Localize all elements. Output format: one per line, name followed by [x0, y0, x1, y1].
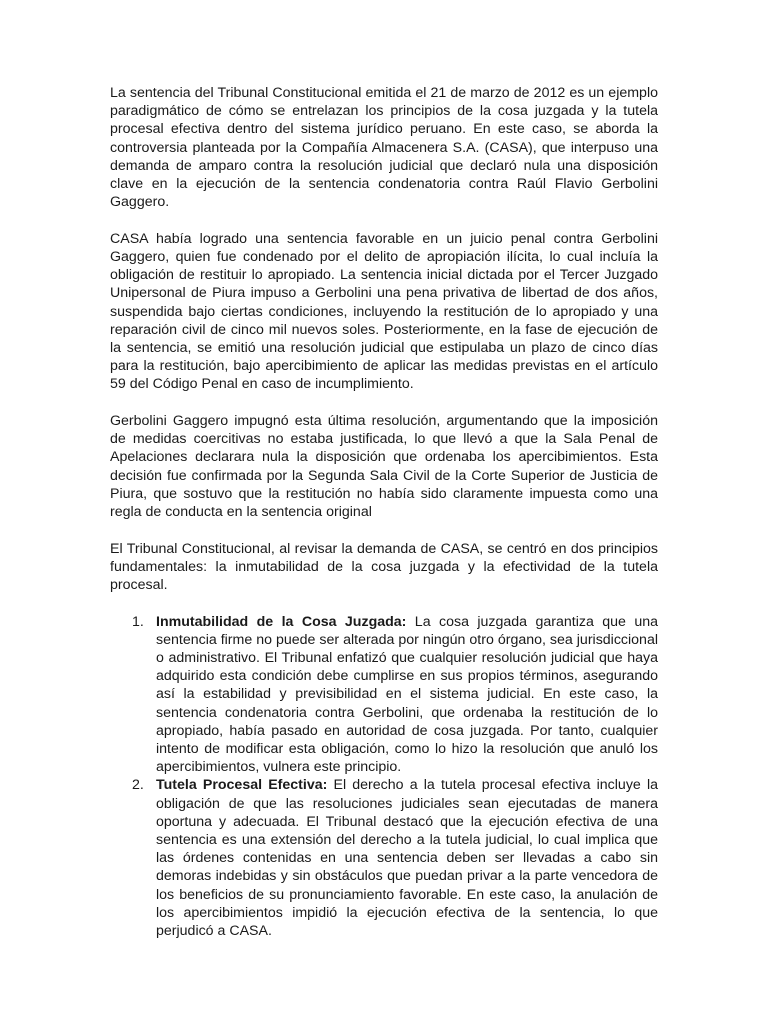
- paragraph-tribunal: El Tribunal Constitucional, al revisar la demanda de CASA, se centró en dos principios fundamentales: la inmutabilidad de la cosa juzgada y la efectividad de la tutela procesal.: [110, 540, 658, 594]
- paragraph-intro: La sentencia del Tribunal Constitucional emitida el 21 de marzo de 2012 es un ejemplo paradigmático de cómo se entrelazan los principios de la cosa juzgada y la tutela procesal efectiva dentro del sistema jurídico peruano. En este caso, se aborda la controversia planteada por la Compañía Almacenera S.A. (CASA), que interpuso una demanda de amparo contra la resolución judicial que declaró nula una disposición clave en la ejecución de la sentencia condenatoria contra Raúl Flavio Gerbolini Gaggero.: [110, 85, 658, 211]
- list-item: [110, 613, 658, 777]
- paragraph-background: CASA había logrado una sentencia favorable en un juicio penal contra Gerbolini Gaggero, quien fue condenado por el delito de apropiación ilícita, lo cual incluía la obligación de restituir lo apropiado. La sentencia inicial dictada por el Tercer Juzgado Unipersonal de Piura impuso a Gerbolini una pena privativa de libertad de dos años, suspendida bajo ciertas condiciones, incluyendo la restitución de lo apropiado y una reparación civil de cinco mil nuevos soles. Posteriormente, en la fase de ejecución de la sentencia, se emitió una resolución judicial que estipulaba un plazo de cinco días para la restitución, bajo apercibimiento de aplicar las medidas previstas en el artículo 59 del Código Penal en caso de incumplimiento.: [110, 230, 658, 393]
- principle-term: Inmutabilidad de la Cosa Juzgada:: [156, 613, 407, 630]
- list-number: 1.: [132, 613, 144, 630]
- principle-text: La cosa juzgada garantiza que una sentencia firme no puede ser alterada por ningún otro órgano, sea jurisdiccional o administrativo. El Tribunal enfatizó que cualquier resolución judicial que haya adquirido esta condición debe cumplirse en sus propios términos, asegurando así la estabilidad y previsibilidad en el sistema judicial. En este caso, la sentencia condenatoria contra Gerbolini, que ordenaba la restitución de lo apropiado, había pasado en autoridad de cosa juzgada. Por tanto, cualquier intento de modificar esta obligación, como lo hizo la resolución que anuló los apercibimientos, vulnera este principio.: [156, 613, 658, 776]
- paragraph-appeal: Gerbolini Gaggero impugnó esta última resolución, argumentando que la imposición de medidas coercitivas no estaba justificada, lo que llevó a que la Sala Penal de Apelaciones declarara nula la disposición que ordenaba los apercibimientos. Esta decisión fue confirmada por la Segunda Sala Civil de la Corte Superior de Justicia de Piura, que sostuvo que la restitución no había sido claramente impuesta como una regla de conducta en la sentencia original: [110, 413, 658, 521]
- list-number: 2.: [132, 777, 144, 794]
- principles-list: [110, 613, 658, 941]
- list-item: [110, 776, 658, 940]
- principle-text: El derecho a la tutela procesal efectiva incluye la obligación de que las resoluciones judiciales sean ejecutadas de manera oportuna y adecuada. El Tribunal destacó que la ejecución efectiva de una sentencia es una extensión del derecho a la tutela judicial, lo cual implica que las órdenes contenidas en una sentencia deben ser llevadas a cabo sin demoras indebidas y sin obstáculos que puedan privar a la parte vencedora de los beneficios de su pronunciamiento favorable. En este caso, la anulación de los apercibimientos impidió la ejecución efectiva de la sentencia, lo que perjudicó a CASA.: [156, 777, 658, 940]
- document-page: [110, 84, 658, 940]
- principle-term: Tutela Procesal Efectiva:: [156, 777, 328, 794]
